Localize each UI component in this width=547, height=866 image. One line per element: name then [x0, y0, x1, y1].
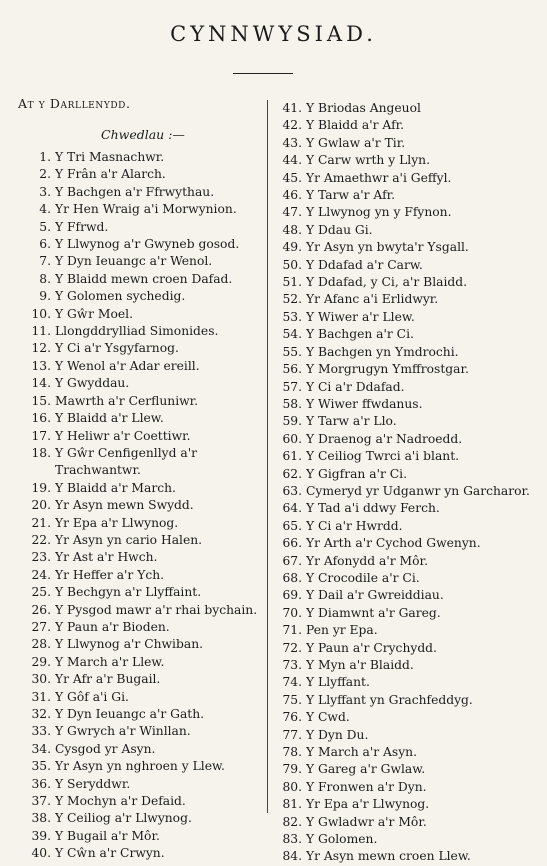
fable-entry [272, 518, 540, 535]
fable-number: 61. [282, 449, 302, 464]
fable-title: Yr Asyn yn nghroen y Llew. [55, 759, 225, 774]
fable-number: 4. [39, 202, 51, 217]
fable-number: 79. [282, 762, 302, 777]
fable-number: 78. [282, 745, 302, 760]
fable-entry [272, 744, 540, 761]
fable-title: Y Tri Masnachwr. [55, 150, 165, 164]
fable-number: 24. [31, 567, 51, 582]
fable-entry [18, 671, 264, 688]
fable-title: Y Myn a'r Blaidd. [306, 658, 414, 672]
fable-number: 70. [282, 605, 302, 620]
fable-title: Y Ddau Gi. [306, 222, 373, 237]
fable-title: Y Ci a'r Ddafad. [306, 379, 405, 394]
fable-title: Y Gigfran a'r Ci. [306, 466, 407, 481]
fable-title: Y Golomen. [306, 832, 378, 847]
fable-entry [18, 271, 264, 288]
page-title: CYNNWYSIAD. [170, 22, 377, 46]
fable-number: 33. [31, 724, 51, 739]
fable-number: 55. [282, 344, 302, 359]
fable-number: 5. [39, 219, 51, 234]
fable-title: Y Gwyddau. [55, 376, 130, 391]
fable-number: 15. [31, 393, 51, 408]
fable-title: Y Tarw a'r Llo. [306, 414, 397, 429]
fable-title: Y Carw wrth y Llyn. [306, 153, 430, 168]
fable-entry [272, 500, 540, 517]
fable-title: Y March a'r Asyn. [306, 745, 418, 760]
fable-number: 29. [31, 654, 51, 669]
fable-title: Y Ci a'r Hwrdd. [306, 518, 403, 533]
fable-number: 51. [282, 275, 302, 290]
fable-title: Y Ceiliog Twrci a'i blant. [306, 449, 460, 464]
fable-entry [272, 848, 540, 865]
fable-number: 68. [282, 570, 302, 585]
fable-number: 41. [282, 101, 302, 115]
fable-number: 64. [282, 501, 302, 516]
fable-entry [272, 605, 540, 622]
fable-title: Pen yr Epa. [306, 623, 378, 638]
fable-title: Yr Epa a'r Llwynog. [55, 515, 179, 530]
fable-number: 7. [39, 254, 51, 269]
fable-number: 42. [282, 118, 302, 133]
fable-number: 22. [31, 532, 51, 547]
fable-number: 3. [39, 184, 51, 199]
fable-title: Y Paun a'r Crychydd. [306, 640, 437, 655]
fable-title: Y Bachgen yn Ymdrochi. [306, 344, 459, 359]
fable-title: Y Golomen sychedig. [55, 289, 186, 304]
fable-number: 1. [39, 150, 51, 164]
fable-entry [272, 361, 540, 378]
fable-number: 81. [282, 797, 302, 812]
fable-title: Yr Afr a'r Bugail. [55, 672, 161, 687]
fable-title: Yr Epa a'r Llwynog. [306, 797, 430, 812]
fable-number: 9. [39, 289, 51, 304]
intro-heading: At y Darllenydd. [18, 96, 131, 111]
fable-entry [18, 306, 264, 323]
fable-entry [272, 222, 540, 239]
fable-title: Llongddrylliad Simonides. [55, 324, 219, 339]
fable-title: Y Dail a'r Gwreiddiau. [306, 588, 444, 603]
fable-entry [272, 553, 540, 570]
fable-entry [272, 692, 540, 709]
fable-number: 52. [282, 292, 302, 307]
fable-title: Mawrth a'r Cerfluniwr. [55, 393, 199, 408]
fable-title: Yr Heffer a'r Ych. [55, 567, 165, 582]
fable-title: Y Cwd. [306, 710, 350, 725]
fable-title: Y Paun a'r Bioden. [55, 619, 170, 634]
fable-number: 71. [282, 623, 302, 638]
fable-title: Y Gwrych a'r Winllan. [55, 724, 191, 739]
fable-title: Y Ci a'r Ysgyfarnog. [55, 341, 179, 356]
fable-entry [18, 393, 264, 410]
fable-entry [272, 483, 540, 500]
fable-entry [18, 619, 264, 636]
fable-number: 34. [31, 741, 51, 756]
fable-number: 46. [282, 188, 302, 203]
fable-number: 54. [282, 327, 302, 342]
fable-entry [18, 741, 264, 758]
fable-title: Yr Afanc a'i Erlidwyr. [306, 292, 439, 307]
fable-number: 50. [282, 257, 302, 272]
fable-number: 17. [31, 428, 51, 443]
fable-entry [272, 309, 540, 326]
fable-number: 2. [39, 167, 51, 182]
fable-entry [18, 410, 264, 427]
fable-entry [272, 344, 540, 361]
fable-title: Y Fronwen a'r Dyn. [306, 779, 427, 794]
fable-number: 27. [31, 619, 51, 634]
fable-entry [18, 793, 264, 810]
fable-title: Y Blaidd a'r Afr. [306, 118, 405, 133]
fable-entry [272, 396, 540, 413]
fable-title: Y Briodas Angeuol [306, 101, 421, 115]
fable-title: Y Seryddwr. [55, 776, 131, 791]
fable-entry [18, 776, 264, 793]
fable-entry [18, 288, 264, 305]
fable-entry [272, 674, 540, 691]
fable-entry [272, 709, 540, 726]
fable-number: 69. [282, 588, 302, 603]
fable-title: Y Blaidd mewn croen Dafad. [55, 271, 233, 286]
fable-number: 14. [31, 376, 51, 391]
fable-title: Cysgod yr Asyn. [55, 741, 156, 756]
fable-title: Y Morgrugyn Ymffrostgar. [306, 362, 469, 377]
fable-title: Y Gwladwr a'r Môr. [306, 814, 427, 829]
fable-number: 47. [282, 205, 302, 220]
fable-entry [272, 779, 540, 796]
fable-title: Y Gôf a'i Gi. [55, 689, 129, 704]
fable-number: 58. [282, 396, 302, 411]
fable-entry [18, 758, 264, 775]
fable-entry [272, 466, 540, 483]
fable-number: 80. [282, 779, 302, 794]
fable-title: Y Heliwr a'r Coettiwr. [55, 428, 191, 443]
fable-entry [272, 204, 540, 221]
fable-number: 38. [31, 811, 51, 826]
fable-number: 66. [282, 536, 302, 551]
fable-number: 25. [31, 585, 51, 600]
fable-entry [18, 602, 264, 619]
fable-number: 65. [282, 518, 302, 533]
fable-entry [18, 445, 264, 480]
fable-title: Y Wiwer ffwdanus. [306, 396, 423, 411]
fable-number: 36. [31, 776, 51, 791]
fable-entry [272, 587, 540, 604]
fable-number: 82. [282, 814, 302, 829]
fable-entry [272, 152, 540, 169]
fable-title: Y Dyn Du. [306, 727, 369, 742]
fable-number: 32. [31, 707, 51, 721]
fable-entry [18, 845, 264, 862]
fable-number: 20. [31, 498, 51, 513]
fable-number: 26. [31, 602, 51, 617]
fable-number: 35. [31, 759, 51, 774]
fable-number: 28. [31, 637, 51, 652]
fable-title: Y Tad a'i ddwy Ferch. [306, 501, 440, 516]
fable-entry [272, 135, 540, 152]
fable-number: 77. [282, 727, 302, 742]
fable-title: Y Ffrwd. [55, 219, 109, 234]
fable-title: Yr Ast a'r Hwch. [55, 550, 158, 565]
fable-number: 84. [282, 849, 302, 864]
fable-entry [272, 187, 540, 204]
fable-title: Y Cŵn a'r Crwyn. [55, 846, 165, 861]
fable-entry [272, 640, 540, 657]
fable-title: Y Dyn Ieuangc a'r Wenol. [55, 254, 213, 269]
fable-number: 43. [282, 135, 302, 150]
fable-title: Yr Asyn yn cario Halen. [55, 532, 203, 547]
fable-entry [272, 257, 540, 274]
fable-entry [272, 570, 540, 587]
fable-number: 76. [282, 710, 302, 725]
fable-title: Cymeryd yr Udganwr yn Garcharor. [306, 483, 530, 498]
fable-title: Y Blaidd a'r Llew. [55, 411, 164, 426]
fable-number: 67. [282, 553, 302, 568]
fable-title: Y Draenog a'r Nadroedd. [306, 431, 463, 446]
fable-number: 44. [282, 153, 302, 168]
fable-entry [272, 117, 540, 134]
fable-title: Y Bechgyn a'r Llyffaint. [55, 585, 202, 600]
fable-title: Y Ceiliog a'r Llwynog. [55, 811, 192, 826]
title-rule [233, 73, 293, 74]
fable-title: Yr Arth a'r Cychod Gwenyn. [306, 536, 481, 551]
fable-number: 83. [282, 832, 302, 847]
fable-title: Y Wiwer a'r Llew. [306, 309, 415, 324]
fable-title: Y Dyn Ieuangc a'r Gath. [55, 707, 205, 721]
fable-entry [18, 219, 264, 236]
fable-number: 49. [282, 240, 302, 255]
fable-number: 62. [282, 466, 302, 481]
fable-entry [18, 549, 264, 566]
fable-entry [18, 253, 264, 270]
fable-title: Y Bugail a'r Môr. [55, 828, 160, 843]
fable-entry [272, 100, 540, 117]
fable-entry [18, 184, 264, 201]
fable-title: Y Gwlaw a'r Tir. [306, 135, 406, 150]
fable-entry [18, 532, 264, 549]
fable-number: 12. [31, 341, 51, 356]
fable-title: Y Gŵr Cenfigenllyd a'r Trachwantwr. [55, 445, 197, 478]
fable-entry [272, 622, 540, 639]
fable-number: 53. [282, 309, 302, 324]
fable-number: 40. [31, 846, 51, 861]
fable-title: Y Mochyn a'r Defaid. [55, 794, 186, 809]
fable-title: Y Llyffant yn Grachfeddyg. [306, 692, 473, 707]
fable-number: 56. [282, 362, 302, 377]
fable-entry [18, 201, 264, 218]
fable-entry [18, 340, 264, 357]
fable-entry [272, 274, 540, 291]
fable-number: 74. [282, 675, 302, 690]
fable-title: Y Ddafad, y Ci, a'r Blaidd. [306, 275, 468, 290]
fable-entry [18, 584, 264, 601]
column-divider [267, 100, 268, 813]
fable-entry [18, 515, 264, 532]
fable-number: 57. [282, 379, 302, 394]
fable-number: 8. [39, 271, 51, 286]
fable-title: Y Pysgod mawr a'r rhai bychain. [55, 602, 258, 617]
fable-number: 6. [39, 237, 51, 252]
fable-number: 39. [31, 828, 51, 843]
fable-number: 37. [31, 794, 51, 809]
fable-number: 21. [31, 515, 51, 530]
fable-entry [272, 761, 540, 778]
fable-number: 23. [31, 550, 51, 565]
fable-entry [18, 323, 264, 340]
fable-entry [18, 810, 264, 827]
fable-entry [18, 480, 264, 497]
fable-list-right [272, 100, 540, 866]
fable-title: Y Crocodile a'r Ci. [306, 570, 420, 585]
fable-title: Yr Amaethwr a'i Geffyl. [306, 170, 452, 185]
fable-title: Y Bachgen a'r Ffrwythau. [55, 184, 215, 199]
fable-title: Y Llwynog a'r Gwyneb gosod. [55, 237, 240, 252]
fable-entry [18, 375, 264, 392]
fable-entry [18, 654, 264, 671]
fable-entry [18, 828, 264, 845]
fable-title: Yr Asyn mewn croen Llew. [306, 849, 471, 864]
fable-entry [272, 170, 540, 187]
fable-entry [272, 431, 540, 448]
fable-entry [18, 497, 264, 514]
fable-number: 73. [282, 658, 302, 672]
fable-entry [272, 657, 540, 674]
fable-number: 31. [31, 689, 51, 704]
fable-number: 19. [31, 480, 51, 495]
fable-entry [18, 166, 264, 183]
right-column [272, 100, 540, 866]
fable-entry [272, 379, 540, 396]
fable-entry [272, 535, 540, 552]
fable-entry [272, 239, 540, 256]
fable-title: Y Tarw a'r Afr. [306, 188, 396, 203]
fable-entry [18, 236, 264, 253]
fable-entry [272, 326, 540, 343]
fable-entry [272, 291, 540, 308]
fable-number: 63. [282, 483, 302, 498]
fable-number: 72. [282, 640, 302, 655]
fable-entry [272, 448, 540, 465]
fable-title: Y March a'r Llew. [55, 654, 165, 669]
fable-entry [272, 413, 540, 430]
fable-title: Y Gareg a'r Gwlaw. [306, 762, 426, 777]
fable-number: 10. [31, 306, 51, 321]
fable-title: Y Blaidd a'r March. [55, 480, 176, 495]
fable-entry [272, 796, 540, 813]
fable-title: Y Ddafad a'r Carw. [306, 257, 423, 272]
fable-number: 16. [31, 411, 51, 426]
fable-entry [272, 814, 540, 831]
fable-number: 45. [282, 170, 302, 185]
fable-number: 60. [282, 431, 302, 446]
fable-entry [18, 358, 264, 375]
left-column [18, 92, 264, 863]
fable-title: Y Llwynog a'r Chwiban. [55, 637, 204, 652]
fable-entry [18, 636, 264, 653]
fable-title: Yr Asyn yn bwyta'r Ysgall. [306, 240, 469, 255]
fable-title: Yr Hen Wraig a'i Morwynion. [55, 202, 237, 217]
fables-subheading: Chwedlau :— [101, 127, 185, 142]
fable-title: Y Frân a'r Alarch. [55, 167, 166, 182]
fable-title: Yr Asyn mewn Swydd. [55, 498, 194, 513]
fable-title: Yr Afonydd a'r Môr. [306, 553, 428, 568]
fable-title: Y Diamwnt a'r Gareg. [306, 605, 441, 620]
fable-title: Y Llyffant. [306, 675, 370, 690]
fable-entry [18, 428, 264, 445]
fable-number: 59. [282, 414, 302, 429]
fable-entry [18, 706, 264, 723]
fable-entry [18, 567, 264, 584]
fable-entry [272, 727, 540, 744]
fable-number: 11. [31, 324, 51, 339]
fable-entry [18, 149, 264, 166]
fable-number: 75. [282, 692, 302, 707]
fable-number: 30. [31, 672, 51, 687]
fable-number: 13. [31, 358, 51, 373]
fable-title: Y Gŵr Moel. [55, 306, 134, 321]
fable-title: Y Bachgen a'r Ci. [306, 327, 414, 342]
fable-title: Y Llwynog yn y Ffynon. [306, 205, 452, 220]
fable-title: Y Wenol a'r Adar ereill. [55, 358, 200, 373]
fable-entry [18, 723, 264, 740]
fable-list-left [18, 149, 264, 863]
fable-number: 48. [282, 222, 302, 237]
fable-entry [18, 689, 264, 706]
fable-number: 18. [31, 445, 51, 460]
